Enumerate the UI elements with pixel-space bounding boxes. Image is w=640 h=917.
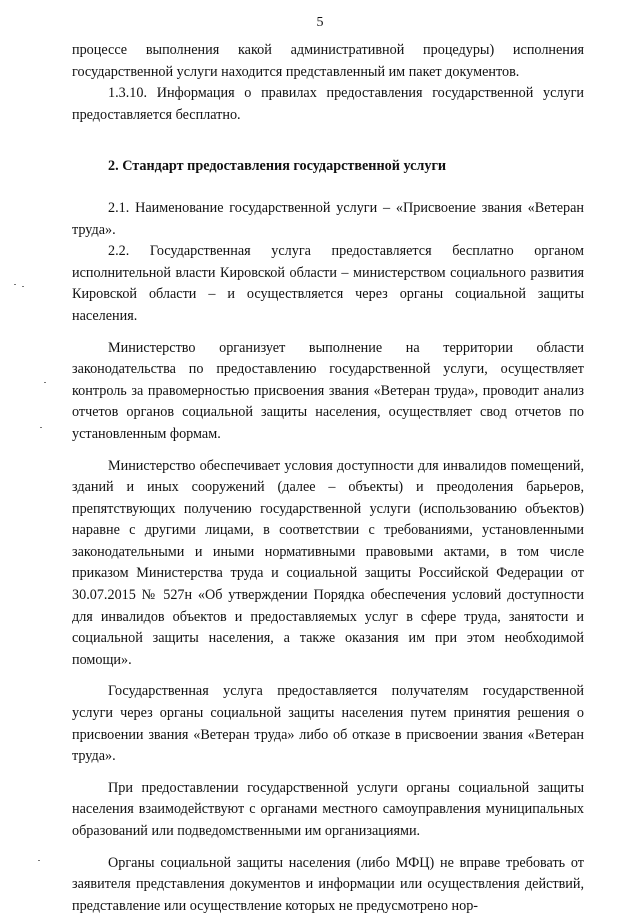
paragraph-2-1: 2.1. Наименование государственной услуги – «Присвоение звания «Ветеран труда».	[72, 199, 584, 238]
paragraph-accessibility: Министерство обеспечивает условия доступности для инвалидов помещений, зданий и иных сооружений (далее – объекты) и преодоления барьеров, препятствующих получению государственной услуги (использованию объектов) наравне с другими лицами, в соответствии с требованиями, установленными законодательными и иными нормативными правовыми актами, в том числе приказом Министерства труда и социальной защиты Российской Федерации от 30.07.2015 № 527н «Об утверждении Порядка обеспечения условий доступности для инвалидов объектов и предоставляемых услуг в сфере труда, занятости и социальной защиты населения, а также оказания им при этом необходимой помощи».	[72, 457, 584, 668]
paragraph-2-2: 2.2. Государственная услуга предоставляется бесплатно органом исполнительной власти Кировской области – министерством социального развития Кировской области – и осуществляется через органы социальной защиты населения.	[72, 243, 584, 324]
paragraph-ministry-organizes: Министерство организует выполнение на территории области законодательства по предоставлению государственной услуги, осуществляет контроль за правомерностью присвоения звания «Ветеран труда», проводит анализ отчетов органов социальной защиты населения, осуществляет свод отчетов по установленным формам.	[72, 339, 584, 442]
paragraph-continuation: процессе выполнения какой административной процедуры) исполнения государственной услуги находится представленный им пакет документов.	[72, 42, 584, 80]
paragraph-restrictions: Органы социальной защиты населения (либо МФЦ) не вправе требовать от заявителя представления документов и информации или осуществления действий, представление или осуществление которых не предусмотрено нор-	[72, 854, 584, 914]
scan-speck	[40, 427, 42, 428]
scan-speck	[14, 284, 16, 285]
paragraph-interaction: При предоставлении государственной услуги органы социальной защиты населения взаимодействуют с органами местного самоуправления муниципальных образований или подведомственными им организациями.	[72, 779, 584, 839]
scan-speck	[38, 860, 40, 861]
document-body	[72, 40, 584, 917]
scan-speck	[44, 382, 46, 383]
paragraph-service-provided: Государственная услуга предоставляется получателям государственной услуги через органы социальной защиты населения путем принятия решения о присвоении звания «Ветеран труда» либо об отказе в присвоении звания «Ветеран труда».	[72, 683, 584, 765]
page-number: 5	[316, 15, 324, 30]
scan-speck	[22, 286, 24, 287]
paragraph-1-3-10: 1.3.10. Информация о правилах предоставления государственной услуги предоставляется бесплатно.	[72, 85, 584, 123]
section-heading: 2. Стандарт предоставления государственной услуги	[108, 158, 447, 175]
